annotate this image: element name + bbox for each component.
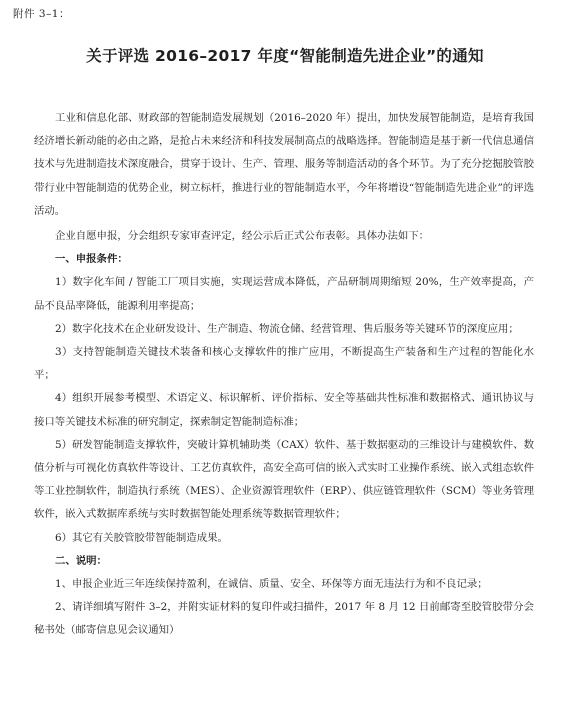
condition-item-5: 5）研发智能制造支撑软件，突破计算机辅助类（CAX）软件、基于数据驱动的三维设计与建模软件、数值分析与可视化仿真软件等设计、工艺仿真软件，高安全高可信的嵌入式实时工业操作系统、嵌入式组态软件等工业控制软件，制造执行系统（MES）、企业资源管理软件（ERP）、供应链管理软件（SCM）等业务管理软件，嵌入式数据库系统与实时数据智能处理系统等数据管理软件；	[34, 438, 534, 521]
section-heading-conditions: 一、申报条件：	[55, 253, 128, 266]
intro-paragraph: 工业和信息化部、财政部的智能制造发展规划（2016–2020 年）提出，加快发展智能制造，是培育我国经济增长新动能的必由之路，是抢占未来经济和科技发展制高点的战略选择。智能制造是基于新一代信息通信技术与先进制造技术深度融合，贯穿于设计、生产、管理、服务等制造活动的各个环节。为了充分挖掘胶管胶带行业中智能制造的优势企业，树立标杆，推进行业的智能制造水平，今年将增设“智能制造先进企业”的评选活动。	[34, 112, 534, 217]
note-item-2: 2、请详细填写附件 3–2，并附实证材料的复印件或扫描件，2017 年 8 月 12 日前邮寄至胶管胶带分会秘书处（邮寄信息见会议通知）	[34, 601, 534, 637]
note-item-1: 1、申报企业近三年连续保持盈利，在诚信、质量、安全、环保等方面无违法行为和不良记录；	[55, 578, 488, 591]
section-heading-notes: 二、说明：	[55, 554, 107, 567]
condition-item-1: 1）数字化车间 / 智能工厂项目实施，实现运营成本降低，产品研制周期缩短 20%，生产效率提高，产品不良品率降低，能源利用率提高；	[34, 276, 534, 312]
procedure-paragraph: 企业自愿申报，分会组织专家审查评定，经公示后正式公布表彰。具体办法如下：	[55, 230, 430, 243]
document-body	[34, 107, 534, 643]
condition-item-2: 2）数字化技术在企业研发设计、生产制造、物流仓储、经营管理、售后服务等关键环节的深度应用；	[55, 322, 519, 335]
attachment-label: 附件 3–1：	[13, 8, 70, 20]
document-title: 关于评选 2016–2017 年度“智能制造先进企业”的通知	[86, 47, 484, 65]
condition-item-4: 4）组织开展参考模型、术语定义、标识解析、评价指标、安全等基础共性标准和数据格式、通讯协议与接口等关键技术标准的研究制定，探索制定智能制造标准；	[34, 392, 534, 428]
condition-item-6: 6）其它有关胶管胶带智能制造成果。	[55, 531, 228, 544]
condition-item-3: 3）支持智能制造关键技术装备和核心支撑软件的推广应用，不断提高生产装备和生产过程的智能化水平；	[34, 346, 534, 382]
